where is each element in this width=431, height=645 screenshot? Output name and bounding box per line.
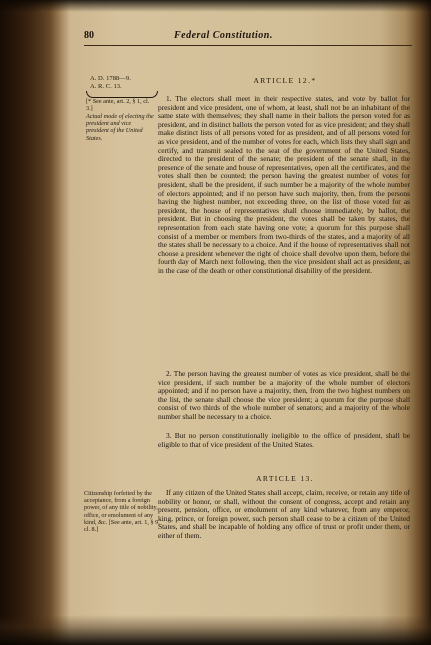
margin-note-electing: Actual mode of electing the president and vice president of the United States. — [86, 113, 154, 142]
article-12-para-3: 3. But no person constitutionally ineligible to the office of president, shall be eligible to that of vice president of the United States. — [158, 431, 410, 449]
margin-bracket — [86, 91, 158, 98]
article-12-title: ARTICLE 12.* — [253, 76, 317, 85]
header-rule — [84, 45, 412, 46]
margin-note-see-ante: [* See ante, art. 2, § 1, cl. 3.] — [86, 98, 150, 113]
article-12-para-1: 1. The electors shall meet in their respective states, and vote by ballot for president and vice president, one of whom, at least, shall not be an inhabitant of the same state with themselves; they shall name in their ballots the person voted for as president, and in distinct ballots the person voted for as vice president; and they shall make distinct lists of all persons voted for as president, and of all persons voted for as vice president, and of the number of votes for each, which lists they shall sign and certify, and transmit sealed to the seat of the government of the United States, directed to the president of the senate; the president of the senate shall, in the presence of the senate and house of representatives, open all the certificates, and the votes shall then be counted; the person having the greatest number of votes for president, shall be the president, if such number be a majority of the whole number of electors appointed; and if no person have such majority, then, from the persons having the highest number, not exceeding three, on the list of those voted for as president, the house of representatives shall choose immediately, by ballot, the president. But in choosing the president, the votes shall be taken by states, the representation from each state having one vote; a quorum for this purpose shall consist of a member or members from two-thirds of the states, and a majority of all the states shall be necessary to a choice. And if the house of representatives shall not choose a president whenever the right of choice shall devolve upon them, before the fourth day of March next following, then the vice president shall act as president, as in the case of the death or other constitutional disability of the president. — [158, 94, 410, 275]
margin-date-ad: A. D. 1788—9. — [90, 75, 131, 82]
page-title: Federal Constitution. — [174, 30, 273, 41]
page-number: 80 — [84, 30, 94, 41]
page-edge-top — [0, 0, 431, 12]
running-head — [84, 30, 410, 44]
gutter-shadow — [0, 0, 70, 645]
margin-date-arc: A. R. C. 13. — [90, 83, 122, 90]
article-13-title: ARTICLE 13. — [256, 474, 314, 483]
margin-note-citizenship: Citizenship forfeited by the acceptance, from a foreign power, of any title of nobility, office, or emolument of any kind, &c. [See ante, art. 1, § 9, cl. 8.] — [84, 490, 160, 534]
article-13-para-1: If any citizen of the United States shall accept, claim, receive, or retain any title of nobility or honor, or shall, without the consent of congress, accept and retain any present, pension, office, or emolument of any kind whatever, from any emperor, king, prince, or foreign power, such person shall cease to be a citizen of the United States, and shall be incapable of holding any office of trust or profit under them, or either of them. — [158, 488, 410, 540]
article-12-para-2: 2. The person having the greatest number of votes as vice president, shall be the vice president, if such number be a majority of the whole number of electors appointed; and if no person have a majority, then, from the two highest numbers on the list, the senate shall choose the vice president; a quorum for the purpose shall consist of two thirds of the whole number of senators; and a majority of the whole number shall be necessary to a choice. — [158, 369, 410, 421]
page-edge-bottom — [0, 615, 431, 645]
